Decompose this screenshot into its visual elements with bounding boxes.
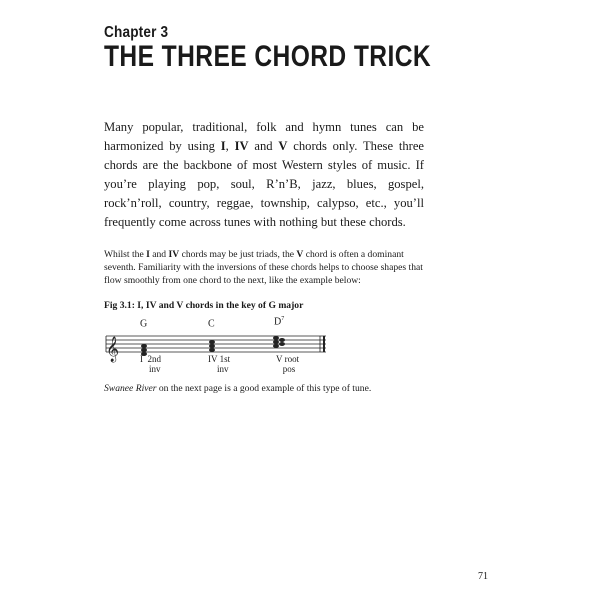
chapter-title: THE THREE CHORD TRICK bbox=[104, 40, 432, 73]
chord-label-v: V root pos bbox=[276, 354, 300, 374]
music-example bbox=[104, 316, 344, 376]
intro-paragraph: Many popular, traditional, folk and hymn tunes can be harmonized by using I, IV and V chords only. These three chords are the backbone of most Western styles of music. If you’re playing pop, soul, R’n’B, jazz, blues, gospel, rock’n’roll, country, reggae, township, calypso, etc., you’ll frequently come across tunes with nothing but these chords. bbox=[104, 120, 425, 229]
chapter-label: Chapter 3 bbox=[104, 24, 169, 41]
inversions-paragraph: Whilst the I and IV chords may be just triads, the V chord is often a dominant seventh. Familiarity with the inversions of these chords helps to choose shapes that flow smoothly from one chord to the next, like the example below: bbox=[104, 249, 423, 287]
swanee-note: Swanee River on the next page is a good example of this type of tune. bbox=[104, 383, 372, 394]
chord-label-iv: IV 1st inv bbox=[208, 354, 231, 374]
figure-caption: Fig 3.1: I, IV and V chords in the key of G major bbox=[104, 300, 304, 311]
chord-name-g: G bbox=[140, 318, 148, 330]
page-number: 71 bbox=[478, 571, 488, 582]
treble-clef-icon: 𝄞 bbox=[106, 337, 120, 362]
chord-notes-c bbox=[209, 340, 215, 352]
chord-name-d7: $D^7$ bbox=[274, 316, 285, 328]
chord-notes-d7 bbox=[273, 336, 285, 348]
chord-name-c: C bbox=[208, 318, 215, 330]
chord-label-i: I 2nd inv bbox=[140, 354, 161, 374]
